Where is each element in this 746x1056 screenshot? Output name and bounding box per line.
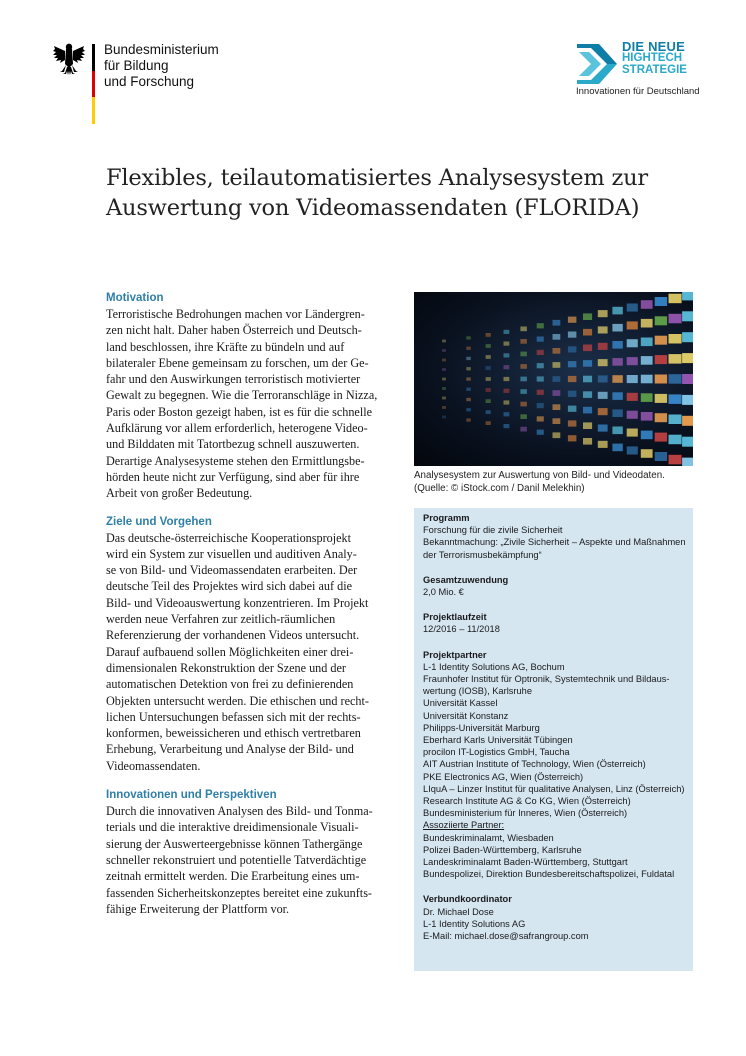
- koordinator-line: E-Mail: michael.dose@safrangroup.com: [423, 931, 589, 942]
- video-screen: [583, 391, 592, 398]
- body-line: Erhebung, Verarbeitung und Analyse der Bild- und: [106, 742, 354, 757]
- body-line: Arbeit von großer Bedeutung.: [106, 486, 253, 501]
- video-screen: [669, 334, 682, 344]
- body-line: fahr und den Auswirkungen terroristisch motivierter: [106, 372, 361, 387]
- body-line: Durch die innovativen Analysen des Bild- und Tonma-: [106, 804, 373, 819]
- video-screen: [520, 377, 527, 382]
- body-line: und Bilddaten mit Tatortbezug schnell auszuwerten.: [106, 437, 360, 452]
- ministry-line: und Forschung: [104, 74, 195, 89]
- project-info-box: [414, 508, 693, 971]
- info-laufzeit-value: 12/2016 – 11/2018: [423, 624, 500, 635]
- video-screen: [466, 398, 471, 401]
- partner-item: Universität Kassel: [423, 698, 498, 709]
- video-screen: [682, 416, 693, 426]
- video-screen: [627, 357, 638, 365]
- body-line: fähige Erweiterung der Plattform vor.: [106, 901, 290, 916]
- video-screen: [612, 307, 622, 315]
- video-screen: [486, 421, 491, 425]
- body-line: deutsche Teil des Projektes wird sich dabei auf die: [106, 579, 352, 594]
- video-screen: [504, 330, 510, 334]
- video-screen: [669, 354, 682, 364]
- german-flag-bar: [92, 44, 95, 124]
- info-associated-label: Assoziierte Partner:: [423, 820, 505, 831]
- video-screen: [466, 388, 471, 391]
- video-screen: [537, 430, 544, 435]
- video-screen: [669, 455, 682, 465]
- video-screen: [598, 310, 608, 317]
- video-screen: [627, 393, 638, 401]
- video-screen: [537, 363, 544, 368]
- video-wall-photo: [414, 292, 693, 466]
- video-screen: [627, 446, 638, 454]
- body-line: lichen Untersuchungen befassen sich mit der rechts-: [106, 709, 361, 724]
- video-screen: [553, 334, 561, 340]
- video-screen: [627, 411, 638, 419]
- video-screen: [520, 352, 527, 357]
- body-line: werden neue Verfahren zur zeitlich-räumlichen: [106, 612, 336, 627]
- video-screen: [520, 402, 527, 407]
- body-line: Paris oder Boston gezeigt haben, ist es für die schnelle: [106, 404, 373, 419]
- body-line: Das deutsche-österreichische Kooperationsprojekt: [106, 530, 352, 545]
- video-screen: [504, 342, 510, 346]
- video-screen: [504, 365, 510, 369]
- video-screen: [612, 324, 622, 332]
- video-screen: [568, 435, 577, 441]
- video-screen: [504, 353, 510, 357]
- video-screen: [669, 314, 682, 324]
- video-screen: [504, 424, 510, 428]
- video-screen: [682, 292, 693, 300]
- video-screen: [553, 390, 561, 396]
- video-screen: [583, 376, 592, 383]
- video-screen: [598, 408, 608, 415]
- video-screen: [612, 392, 622, 400]
- body-line: konformen, beweissicheren und ethisch vertretbaren: [106, 726, 361, 741]
- video-screen: [568, 317, 577, 323]
- partner-item: Bundesministerium für Inneres, Wien (Österreich): [423, 808, 628, 819]
- video-screen: [627, 429, 638, 437]
- caption-line: Analysesystem zur Auswertung von Bild- und Videodaten.: [414, 470, 665, 481]
- video-screen: [655, 297, 667, 306]
- video-screen: [486, 388, 491, 392]
- video-screen: [583, 345, 592, 352]
- video-screen: [466, 367, 471, 370]
- video-screen: [655, 375, 667, 384]
- video-screen: [486, 366, 491, 370]
- body-line: hörden heute nicht zur Verfügung, sind aber für ihre: [106, 469, 360, 484]
- partner-item: AIT Austrian Institute of Technology, Wien (Österreich): [423, 759, 646, 770]
- info-heading-laufzeit: Projektlaufzeit: [423, 612, 487, 623]
- flag-red: [92, 71, 95, 98]
- federal-eagle-icon: [52, 40, 86, 80]
- video-screen: [442, 406, 446, 409]
- video-screen: [568, 376, 577, 382]
- video-screen: [568, 420, 577, 426]
- associated-partner-item: Landeskriminalamt Baden-Württemberg, Stuttgart: [423, 857, 628, 868]
- video-screen: [641, 319, 653, 328]
- video-screen: [612, 427, 622, 435]
- body-line: Gewalt zu begegnen. Wie die Terroranschläge in Nizza,: [106, 388, 378, 403]
- video-screen: [442, 349, 446, 352]
- info-heading-programm: Programm: [423, 513, 470, 523]
- video-screen: [520, 364, 527, 369]
- video-screen: [553, 376, 561, 382]
- associated-partner-item: Bundespolizei, Direktion Bundesbereitschaftspolizei, Fuldatal: [423, 869, 675, 880]
- video-screen: [641, 431, 653, 440]
- video-screen: [568, 332, 577, 338]
- video-screen: [669, 294, 682, 304]
- video-screen: [627, 375, 638, 383]
- video-screen: [598, 343, 608, 350]
- video-screen: [553, 320, 561, 326]
- video-screen: [583, 407, 592, 414]
- hts-line: STRATEGIE: [622, 63, 687, 76]
- video-screen: [598, 375, 608, 382]
- video-screen: [486, 399, 491, 403]
- video-screen: [537, 390, 544, 395]
- video-screen: [682, 437, 693, 447]
- video-screen: [583, 422, 592, 429]
- hightech-strategie-wordmark: [622, 40, 702, 76]
- partner-item: Universität Konstanz: [423, 710, 509, 721]
- body-line: dimensionalen Rekonstruktion der Szene und der: [106, 660, 346, 675]
- video-screen: [466, 347, 471, 350]
- info-zuwendung-value: 2,0 Mio. €: [423, 587, 464, 598]
- video-screen: [537, 376, 544, 381]
- video-screen: [598, 441, 608, 448]
- video-screen: [466, 418, 471, 421]
- video-screen: [612, 409, 622, 417]
- partner-item: Philipps-Universität Marburg: [423, 722, 540, 733]
- title-line: Auswertung von Videomassendaten (FLORIDA): [106, 195, 640, 221]
- section-body-innovationen: [106, 803, 396, 917]
- info-associated-list: [423, 832, 684, 881]
- video-screen: [682, 374, 693, 384]
- video-screen: [655, 336, 667, 345]
- partner-item: L-1 Identity Solutions AG, Bochum: [423, 661, 565, 672]
- video-screen: [655, 394, 667, 403]
- video-screen: [682, 311, 693, 321]
- section-heading-ziele: Ziele und Vorgehen: [106, 515, 212, 528]
- body-line: Objekten untersucht werden. Die ethischen und recht-: [106, 693, 369, 708]
- section-body-motivation: [106, 306, 396, 502]
- video-screen: [466, 377, 471, 380]
- video-screen: [442, 416, 446, 419]
- caption-line: (Quelle: © iStock.com / Danil Melekhin): [414, 483, 585, 494]
- video-screen: [641, 393, 653, 402]
- video-screen: [537, 350, 544, 355]
- video-screen: [553, 432, 561, 438]
- video-screen: [486, 333, 491, 337]
- ministry-line: Bundesministerium: [104, 42, 219, 57]
- video-screen: [627, 321, 638, 329]
- photo-caption: [414, 469, 665, 495]
- partner-item: Fraunhofer Institut für Optronik, Systemtechnik und Bildaus-: [423, 674, 670, 685]
- video-screen: [553, 418, 561, 424]
- video-screen: [442, 368, 446, 371]
- video-screen: [655, 316, 667, 325]
- video-screen: [612, 444, 622, 452]
- video-screen: [655, 355, 667, 364]
- video-screen: [486, 377, 491, 381]
- video-screen: [504, 412, 510, 416]
- video-screen: [682, 353, 693, 363]
- info-line: Forschung für die zivile Sicherheit: [423, 525, 563, 536]
- section-heading-innovationen: Innovationen und Perspektiven: [106, 789, 277, 802]
- video-screen: [655, 452, 667, 461]
- video-screen: [598, 425, 608, 432]
- video-screen: [682, 332, 693, 342]
- video-screen: [598, 359, 608, 366]
- video-screen: [669, 435, 682, 445]
- body-line: automatischen Detektion von frei zu definierenden: [106, 677, 354, 692]
- hts-subtitle: Innovationen für Deutschland: [576, 86, 700, 97]
- video-screen: [537, 416, 544, 421]
- video-screen: [583, 438, 592, 445]
- ministry-line: für Bildung: [104, 58, 169, 73]
- video-screen: [504, 389, 510, 393]
- video-screen: [682, 458, 693, 466]
- video-screen: [466, 336, 471, 339]
- info-heading-zuwendung: Gesamtzuwendung: [423, 574, 509, 585]
- video-screen: [486, 344, 491, 348]
- flag-gold: [92, 97, 95, 124]
- video-screen: [669, 374, 682, 384]
- video-screen: [520, 414, 527, 419]
- video-screen: [627, 304, 638, 312]
- video-screen: [520, 427, 527, 432]
- video-screen: [568, 361, 577, 367]
- hightech-strategie-logo-icon: [577, 44, 619, 84]
- body-line: zen nicht halt. Daher haben Österreich und Deutsch-: [106, 323, 362, 338]
- body-line: Referenzierung der vorhandenen Videos untersucht.: [106, 628, 360, 643]
- video-screen: [669, 394, 682, 404]
- body-line: bilateraler Ebene gemeinsam zu forschen, um der Ge-: [106, 355, 369, 370]
- video-screen: [442, 359, 446, 362]
- video-screen: [641, 375, 653, 384]
- ministry-name: [104, 42, 219, 90]
- body-line: schneller rekonstruiert und potentielle Tatverdächtige: [106, 852, 367, 867]
- koordinator-line: L-1 Identity Solutions AG: [423, 918, 526, 929]
- body-line: se von Bild- und Videomassendaten erarbeiten. Der: [106, 563, 358, 578]
- body-line: zeitnah ermittelt werden. Die Erarbeitung eines um-: [106, 869, 360, 884]
- video-screen: [568, 346, 577, 352]
- title-line: Flexibles, teilautomatisiertes Analysesystem zur: [106, 165, 648, 191]
- body-line: sierung der Auswerteergebnisse können Tathergänge: [106, 836, 363, 851]
- video-screen: [553, 404, 561, 410]
- video-screen: [655, 433, 667, 442]
- video-screen: [537, 403, 544, 408]
- info-programm-lines: [423, 524, 684, 561]
- video-screen: [641, 338, 653, 347]
- video-screen: [520, 327, 527, 332]
- video-screen: [568, 391, 577, 397]
- video-screen: [442, 378, 446, 381]
- body-line: wird ein System zur visuellen und auditiven Analy-: [106, 546, 357, 561]
- info-line: Bekanntmachung: „Zivile Sicherheit – Aspekte und Maßnahmen: [423, 537, 686, 548]
- info-line: der Terrorismusbekämpfung“: [423, 549, 542, 560]
- video-screen: [537, 323, 544, 328]
- left-column: [106, 290, 396, 917]
- body-line: Darauf aufbauend sollen Möglichkeiten einer drei-: [106, 644, 354, 659]
- hts-line: DIE NEUE: [622, 39, 686, 54]
- partner-item: PKE Electronics AG, Wien (Österreich): [423, 771, 584, 782]
- partner-item: Eberhard Karls Universität Tübingen: [423, 735, 573, 746]
- video-screen: [583, 360, 592, 367]
- info-heading-partner: Projektpartner: [423, 649, 487, 660]
- video-screen: [641, 449, 653, 458]
- video-screen: [442, 397, 446, 400]
- video-screen: [520, 339, 527, 344]
- info-partner-list: [423, 661, 684, 820]
- associated-partner-item: Polizei Baden-Württemberg, Karlsruhe: [423, 844, 582, 855]
- video-screen: [466, 357, 471, 360]
- video-screen: [641, 300, 653, 309]
- video-screen: [486, 355, 491, 359]
- body-line: Bild- und Videoauswertung konzentrieren. Im Projekt: [106, 595, 369, 610]
- video-screen: [655, 413, 667, 422]
- body-line: fassenden Sicherheitskonzeptes bereitet eine zukunfts-: [106, 885, 372, 900]
- associated-partner-item: Bundeskriminalamt, Wiesbaden: [423, 832, 554, 843]
- video-screen: [641, 356, 653, 365]
- video-screen: [641, 412, 653, 421]
- video-screen: [537, 337, 544, 342]
- video-screen: [583, 329, 592, 336]
- video-screen: [520, 389, 527, 394]
- video-screen: [504, 377, 510, 381]
- video-screen: [442, 387, 446, 390]
- partner-item: procilon IT-Logistics GmbH, Taucha: [423, 747, 570, 758]
- body-line: Videomassendaten.: [106, 758, 201, 773]
- video-screen: [553, 348, 561, 354]
- hts-line: HIGHTECH: [622, 52, 683, 64]
- video-screen: [442, 340, 446, 343]
- body-line: Aufklärung vor allem erforderlich, heterogene Video-: [106, 421, 368, 436]
- video-screen: [612, 341, 622, 349]
- video-screen: [583, 313, 592, 320]
- partner-item: wertung (IOSB), Karlsruhe: [423, 686, 533, 697]
- body-line: Derartige Analysesysteme stehen den Ermittlungsbe-: [106, 453, 365, 468]
- video-screen: [553, 362, 561, 368]
- video-screen: [612, 358, 622, 366]
- video-screen: [627, 339, 638, 347]
- video-screen: [612, 375, 622, 383]
- info-koordinator-lines: [423, 906, 684, 943]
- flag-black: [92, 44, 95, 71]
- section-heading-motivation: Motivation: [106, 292, 164, 304]
- video-screen: [669, 415, 682, 425]
- video-screen: [598, 326, 608, 333]
- video-screen: [682, 395, 693, 405]
- body-line: land beschlossen, ihre Kräfte zu bündeln und auf: [106, 339, 345, 354]
- section-body-ziele: [106, 530, 396, 774]
- info-heading-koordinator: Verbundkoordinator: [423, 894, 512, 905]
- body-line: Terroristische Bedrohungen machen vor Ländergren-: [106, 307, 365, 321]
- partner-item: Research Institute AG & Co KG, Wien (Österreich): [423, 796, 631, 807]
- body-line: terials und die interaktive dreidimensionale Visuali-: [106, 820, 359, 835]
- video-screen: [504, 400, 510, 404]
- video-screen: [466, 408, 471, 411]
- koordinator-line: Dr. Michael Dose: [423, 906, 494, 917]
- document-title: [106, 163, 686, 223]
- video-screen: [486, 410, 491, 414]
- partner-item: LIquA – Linzer Institut für qualitative Analysen, Linz (Österreich): [423, 783, 685, 794]
- video-screen: [568, 406, 577, 412]
- video-screen: [598, 392, 608, 399]
